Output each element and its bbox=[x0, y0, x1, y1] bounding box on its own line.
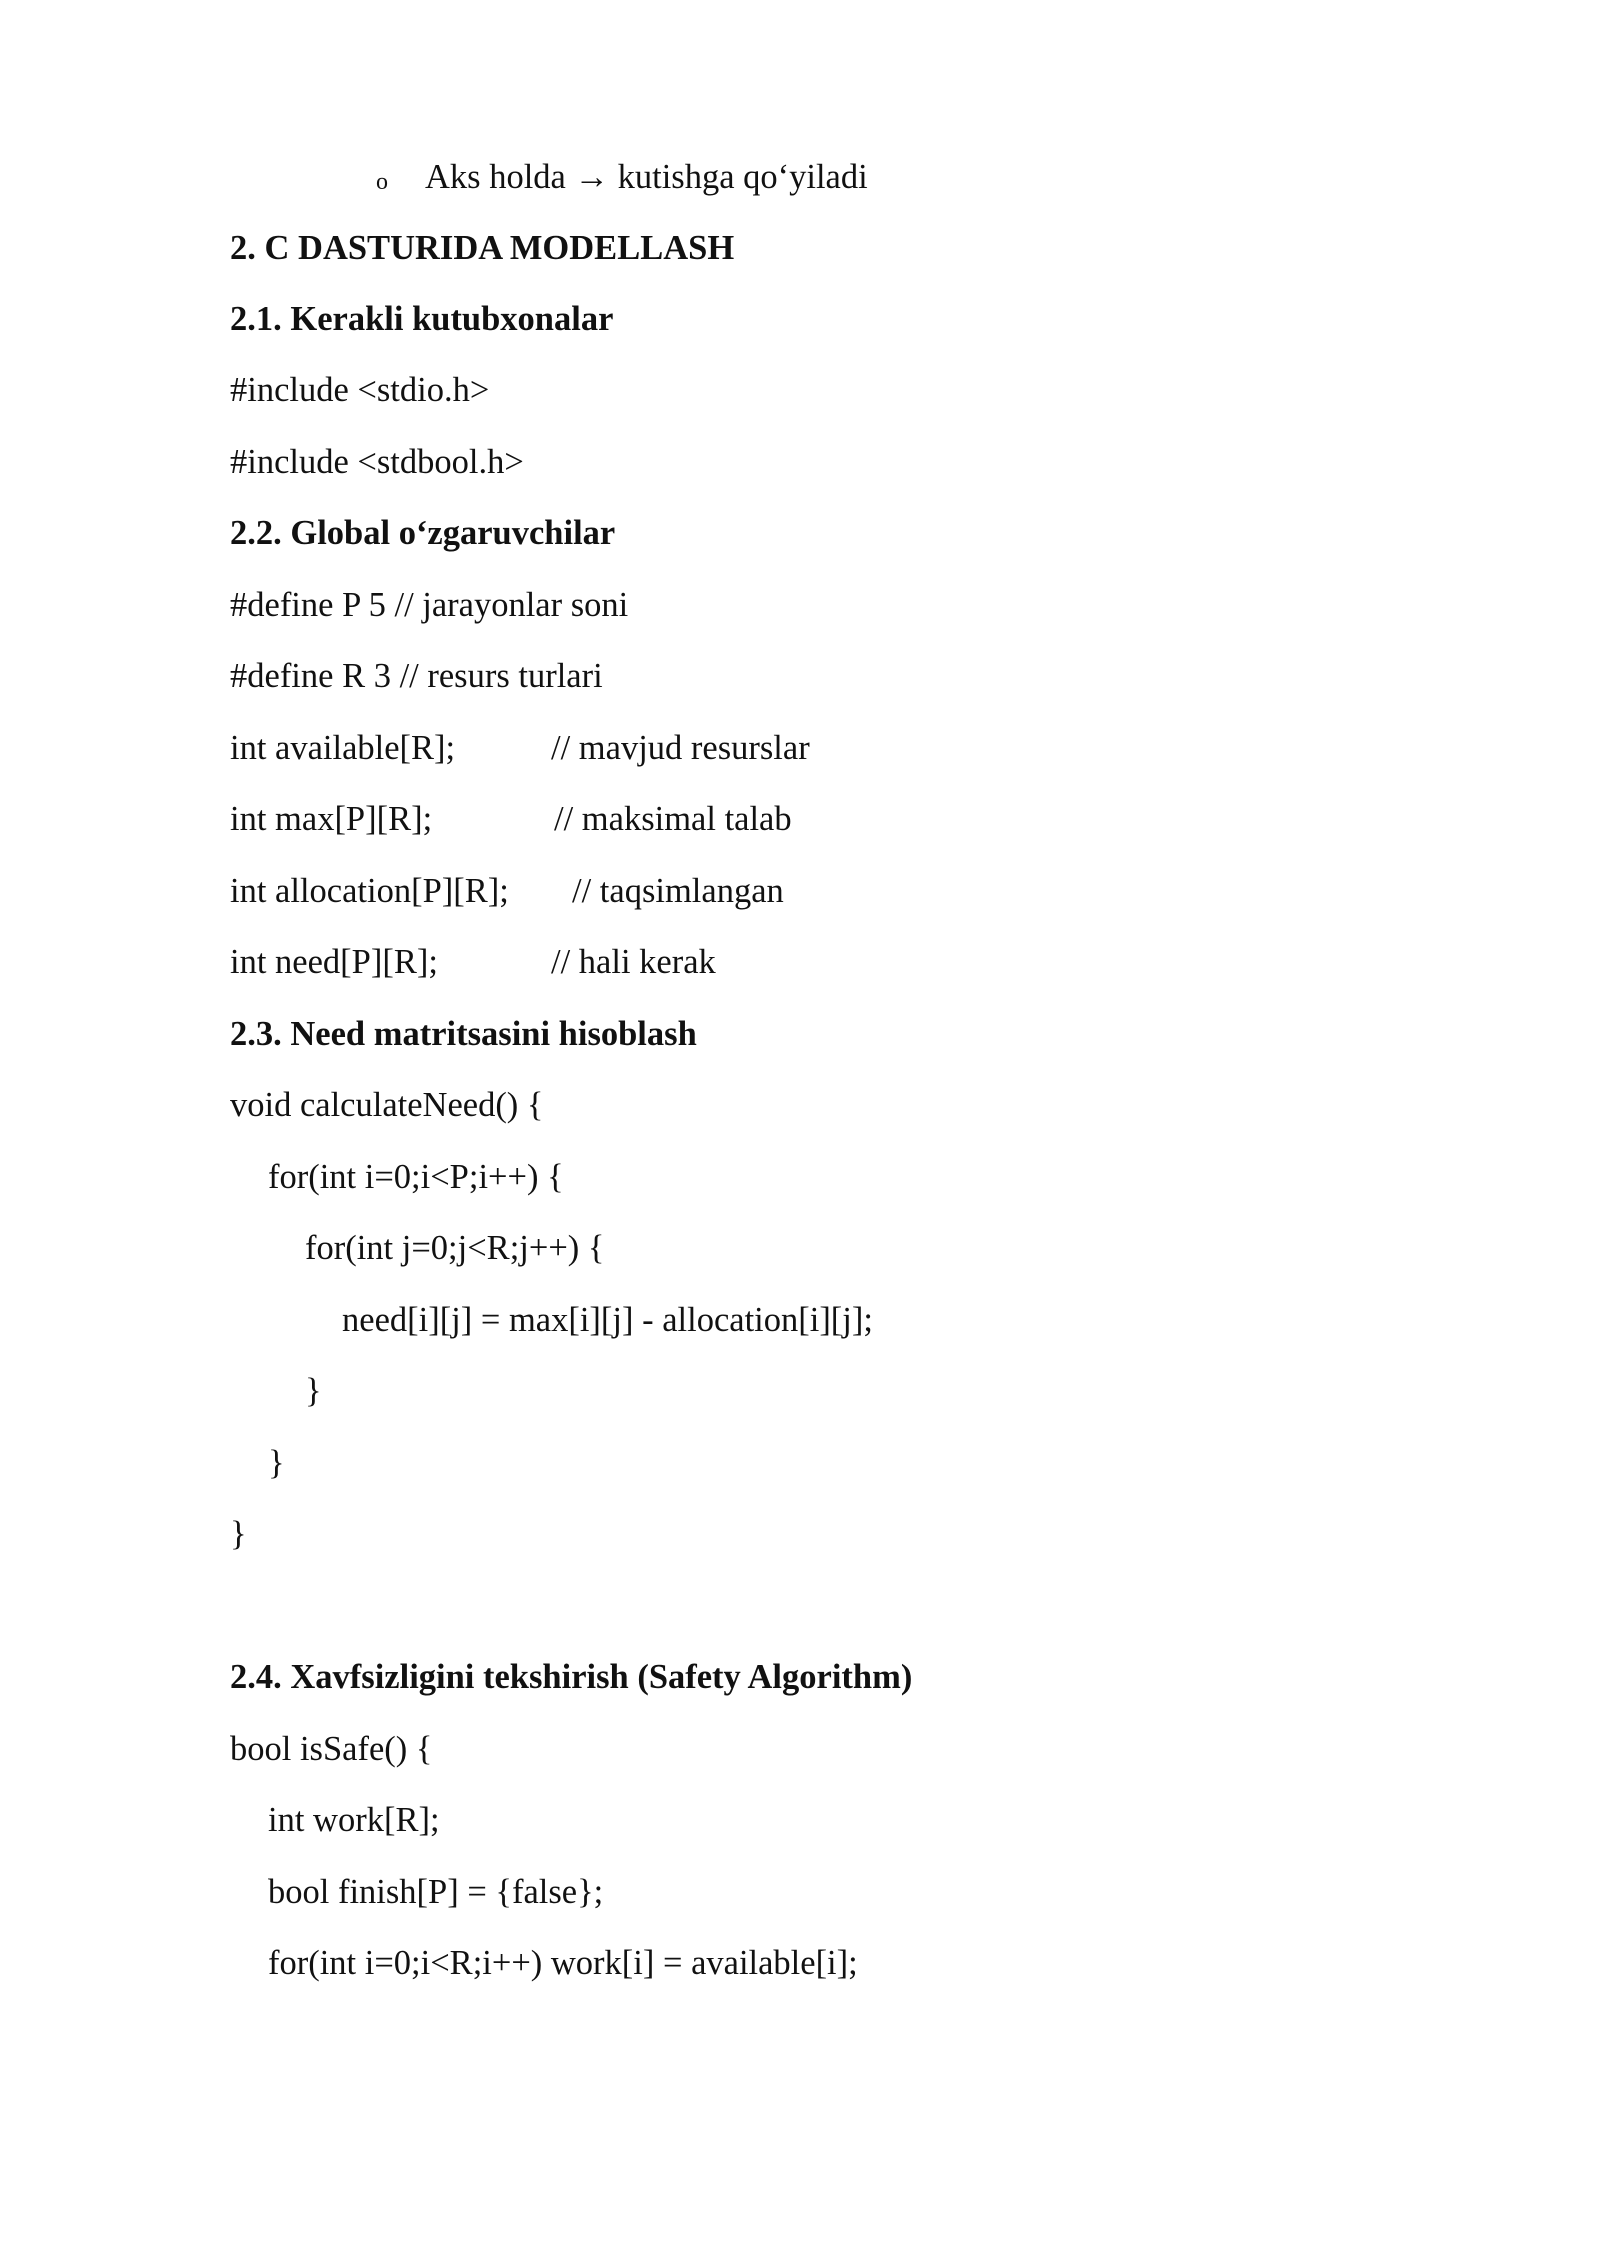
bullet-marker: o bbox=[376, 169, 388, 195]
code-comment: // maksimal talab bbox=[554, 800, 792, 838]
section-heading: 2. C DASTURIDA MODELLASH bbox=[230, 229, 735, 267]
code-line: void calculateNeed() { bbox=[230, 1086, 544, 1124]
code-line: int allocation[P][R]; bbox=[230, 872, 509, 910]
subsection-heading: 2.4. Xavfsizligini tekshirish (Safety Algorithm) bbox=[230, 1658, 913, 1696]
code-line: bool isSafe() { bbox=[230, 1730, 433, 1768]
subsection-heading: 2.2. Global o‘zgaruvchilar bbox=[230, 514, 616, 552]
code-line: int work[R]; bbox=[268, 1801, 440, 1839]
code-line: for(int i=0;i<R;i++) work[i] = available[i]; bbox=[268, 1944, 858, 1982]
code-comment: // taqsimlangan bbox=[572, 872, 784, 910]
code-line: bool finish[P] = {false}; bbox=[268, 1873, 604, 1911]
code-line: int max[P][R]; bbox=[230, 800, 433, 838]
code-line: int need[P][R]; bbox=[230, 943, 438, 981]
code-line: int available[R]; bbox=[230, 729, 456, 767]
code-line: for(int i=0;i<P;i++) { bbox=[268, 1158, 564, 1196]
code-line: for(int j=0;j<R;j++) { bbox=[305, 1229, 605, 1267]
subsection-heading: 2.3. Need matritsasini hisoblash bbox=[230, 1015, 697, 1053]
subsection-heading: 2.1. Kerakli kutubxonalar bbox=[230, 300, 614, 338]
bullet-text: Aks holda → kutishga qo‘yiladi bbox=[425, 158, 868, 196]
code-line: #include <stdio.h> bbox=[230, 371, 490, 409]
code-line: need[i][j] = max[i][j] - allocation[i][j]; bbox=[342, 1301, 873, 1339]
code-line: #include <stdbool.h> bbox=[230, 443, 524, 481]
code-comment: // hali kerak bbox=[551, 943, 716, 981]
code-line: } bbox=[268, 1444, 285, 1482]
code-comment: // mavjud resurslar bbox=[551, 729, 810, 767]
code-line: } bbox=[230, 1515, 247, 1553]
code-line: #define P 5 // jarayonlar soni bbox=[230, 586, 629, 624]
code-line: } bbox=[305, 1372, 322, 1410]
code-line: #define R 3 // resurs turlari bbox=[230, 657, 603, 695]
